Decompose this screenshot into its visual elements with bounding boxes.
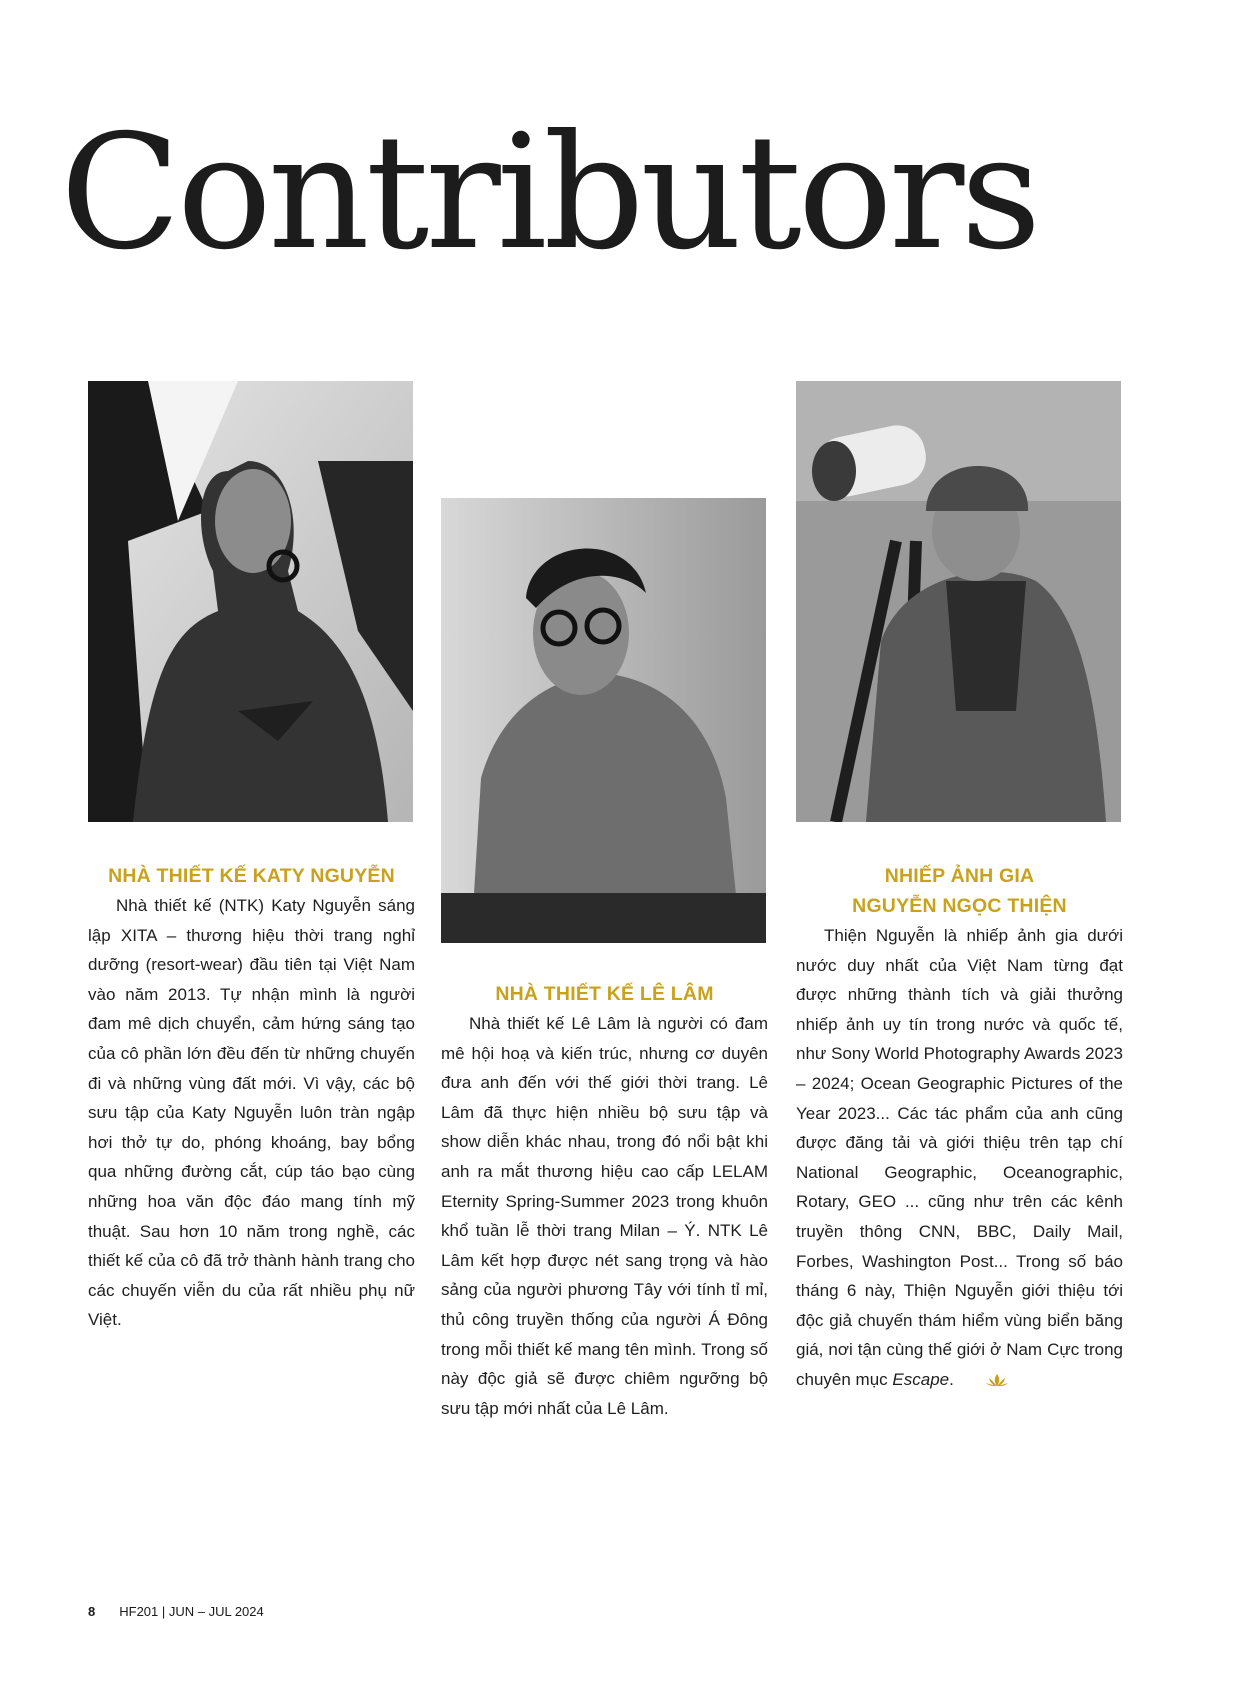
photo-nguyen-ngoc-thien xyxy=(796,381,1121,822)
contributor-bio: Nhà thiết kế (NTK) Katy Nguyễn sáng lập XITA – thương hiệu thời trang nghỉ dưỡng (resort-wear) đầu tiên tại Việt Nam vào năm 2013. Tự nhận mình là người đam mê dịch chuyển, cảm hứng sáng tạo của cô phần lớn đều đến từ những chuyến đi và những vùng đất mới. Vì vậy, các bộ sưu tập của Katy Nguyễn luôn tràn ngập hơi thở tự do, phóng khoáng, bay bổng qua những đường cắt, cúp táo bạo cùng những hoa văn độc đáo mang tính mỹ thuật. Sau hơn 10 năm trong nghề, các thiết kế của cô đã trở thành hành trang cho các chuyến viễn du của rất nhiều phụ nữ Việt. xyxy=(88,896,415,1330)
page-number: 8 xyxy=(88,1604,96,1619)
contributor-katy-nguyen xyxy=(88,861,415,1335)
contributor-bio: Nhà thiết kế Lê Lâm là người có đam mê hội hoạ và kiến trúc, nhưng cơ duyên đưa anh đến với thế giới thời trang. Lê Lâm đã thực hiện nhiều bộ sưu tập và show diễn khác nhau, trong đó nổi bật khi anh ra mắt thương hiệu cao cấp LELAM Eternity Spring-Summer 2023 trong khuôn khổ tuần lễ thời trang Milan – Ý. NTK Lê Lâm kết hợp được nét sang trọng và hào sảng của người phương Tây với tính tỉ mỉ, thủ công truyền thống của người Á Đông trong mỗi thiết kế mang tên mình. Trong số này độc giả sẽ được chiêm ngưỡng bộ sưu tập mới nhất của Lê Lâm. xyxy=(441,1014,768,1418)
bio-end: . xyxy=(949,1369,954,1389)
heading-line: NHÀ THIẾT KẾ LÊ LÂM xyxy=(495,983,714,1005)
contributor-heading xyxy=(441,979,768,1009)
heading-line: NHIẾP ẢNH GIA xyxy=(884,865,1035,887)
heading-line: NHÀ THIẾT KẾ KATY NGUYỄN xyxy=(108,865,395,887)
contributor-heading xyxy=(796,861,1123,921)
section-name: Escape xyxy=(892,1369,950,1389)
page-footer xyxy=(88,1604,264,1619)
lotus-icon xyxy=(958,1367,1008,1397)
bio-text: Thiện Nguyễn là nhiếp ảnh gia dưới nước duy nhất của Việt Nam từng đạt được những thành tích và giải thưởng nhiếp ảnh uy tín trong nước và quốc tế, như Sony World Photography Awards 2023 – 2024; Ocean Geographic Pictures of the Year 2023... Các tác phẩm của anh cũng được đăng tải và giới thiệu trên tạp chí National Geographic, Oceanographic, Rotary, GEO ... cũng như trên các kênh truyền thông CNN, BBC, Daily Mail, Forbes, Washington Post... Trong số báo tháng 6 này, Thiện Nguyễn giới thiệu tới độc giả chuyến thám hiểm vùng biển băng giá, nơi tận cùng thế giới ở Nam Cực trong chuyên mục xyxy=(796,926,1123,1389)
contributor-bio xyxy=(796,921,1123,1397)
contributor-le-lam xyxy=(441,979,768,1423)
issue-label: HF201 | JUN – JUL 2024 xyxy=(119,1604,264,1619)
page-title: Contributors xyxy=(60,101,1038,285)
contributor-nguyen-ngoc-thien xyxy=(796,861,1123,1397)
photo-katy-nguyen xyxy=(88,381,413,822)
photo-le-lam xyxy=(441,498,766,943)
heading-line: NGUYỄN NGỌC THIỆN xyxy=(852,895,1067,917)
contributor-heading xyxy=(88,861,415,891)
